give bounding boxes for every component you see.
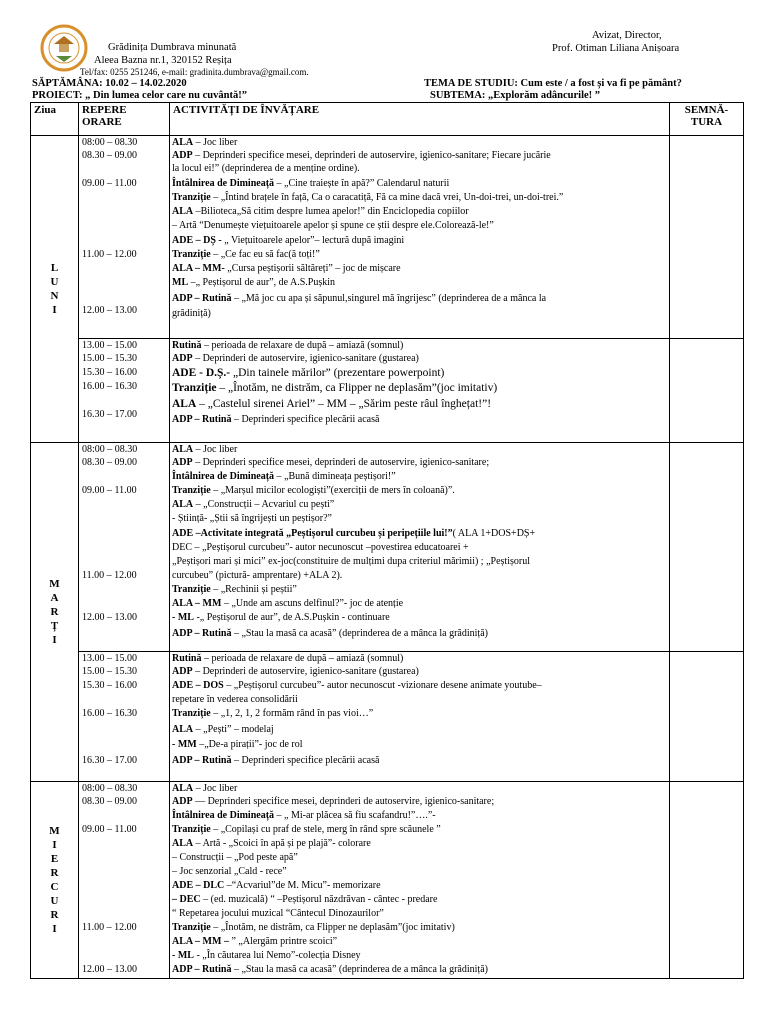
col-signature: SEMNĂ- TURA	[670, 103, 744, 136]
col-activities: ACTIVITĂȚI DE ÎNVĂȚARE	[170, 103, 670, 136]
table-row	[31, 136, 744, 339]
signature-cell	[670, 782, 744, 979]
col-day: Ziua	[31, 103, 79, 136]
times-cell: 08:00 – 08.30 08.30 – 09.00 09.00 – 11.00 11.00 – 12.00 12.00 – 13.00	[79, 782, 170, 979]
signature-cell	[670, 443, 744, 652]
activities-cell: ALA – Joc liber ADP –– Deprinderi specifice mesei, deprinderi de autoservire, igienico-sanitare; Întâlnirea de Dimineață – „ Mi-ar plăcea să fiu scafandru!”….”- Tranziție – „Copilași cu praf de stele, merg în rând spre scăunele ” ALA – Artă - „Scoici în apă și pe plajă”- colorare – Construcții – „Pod peste apă” – Joc senzorial „Cald - rece” ADE – DLC –“Acvariul”de M. Micu”- memorizare – DEC – (ed. muzicală) “ –Peștișorul năzdrăvan - cântec - predare “ Repetarea jocului muzical “Cântecul Dinozaurilor” Tranziție – „Înotăm, ne distrăm, ca Flipper ne deplasăm”(joc imitativ) ALA – MM – ” „Alergăm printre scoici” - ML - „În căutarea lui Nemo”-colecția Disney ADP – Rutină – „Stau la masă ca acasă” (deprinderea de a mânca la grădiniță)	[170, 782, 670, 979]
project-title: PROIECT: „ Din lumea celor care nu cuvântă!”	[32, 90, 247, 101]
times-cell: 13.00 – 15.00 15.00 – 15.30 15.30 – 16.00 16.00 – 16.30 16.30 – 17.00	[79, 339, 170, 443]
col-times: REPERE ORARE	[79, 103, 170, 136]
times-cell: 13.00 – 15.00 15.00 – 15.30 15.30 – 16.00 16.00 – 16.30 16.30 – 17.00	[79, 652, 170, 782]
signature-cell	[670, 652, 744, 782]
activities-cell: ALA – Joc liber ADP – Deprinderi specifice mesei, deprinderi de autoservire, igienico-sanitare; Fiecare jucărie la locul ei!” (deprinderea de a menține ordine). Întâlnirea de Dimineață – „Cine traiește în apă?” Calendarul naturii Tranziție – „Întind brațele în față, Ca o caracatiță, Fă ca mine dacă vrei, Un-doi-trei, un-doi-trei.” ALA –Biliotеca„Să citim despre lumea apelor!” din Enciclopedia copiilor – Artă “Denumește viețuitoarele apelor și spune ce știi despre ele.Colorează-le!” ADE – DȘ - „ Viețuitoarele apelor”– lectură după imagini Tranziție – „Ce fac eu să fac(ă toți!” ALA – MM- „Cursa peștișorii săltăreți” – joc de mișcare ML –„ Peștișorul de aur”, de A.S.Pușkin ADP – Rutină – „Mă joc cu apa și săpunul,singurel mă îngrijesc” (deprinderea de a mânca la grădiniță)	[170, 136, 670, 339]
table-row	[31, 782, 744, 979]
activities-cell: ALA – Joc liber ADP – Deprinderi specifice mesei, deprinderi de autoservire, igienico-sanitare; Întâlnirea de Dimineață – „Bună dimineața peștișori!” Tranziție – „Marșul micilor ecologiști”(exerciții de mers în coloană)”. ALA – „Construcții – Acvariul cu pești” - Știință- „Știi să îngrijești un peștișor?” ADE –Activitate integrată „Peștișorul curcubeu și peripețiile lui!”( ALA 1+DOS+DȘ+ DEC – „Peștișorul curcubeu”- autor necunoscut –povestirea educatoarei + „Peștișori mari și mici” ex-joc(constituire de mulțimi dupa criteriul mărimii) ; „Peștișorul curcubeu” (pictură- amprentare) +ALA 2). Tranziție – „Rechinii și peștii” ALA – MM – „Unde am ascuns delfinul?”- joc de atenție - ML -„ Peștișorul de aur”, de A.S.Pușkin - continuare ADP – Rutină – „Stau la masă ca acasă” (deprinderea de a mânca la grădiniță)	[170, 443, 670, 652]
table-row	[31, 443, 744, 652]
day-wednesday: M I E R C U R I	[31, 782, 79, 979]
director-name: Prof. Otiman Liliana Anișoara	[552, 43, 680, 54]
study-theme: TEMA DE STUDIU: Cum este / a fost și va fi pe pământ?	[424, 78, 682, 89]
kindergarten-contact: Tel/fax: 0255 251246, e-mail: gradinita.dumbrava@gmail.com.	[80, 67, 309, 77]
week-label: SĂPTĂMÂNA: 10.02 – 14.02.2020	[32, 78, 187, 89]
subtheme: SUBTEMA: „Explorăm adâncurile! ”	[430, 90, 601, 101]
times-cell: 08:00 – 08.30 08.30 – 09.00 09.00 – 11.00 11.00 – 12.00 12.00 – 13.00	[79, 443, 170, 652]
day-tuesday: M A R Ț I	[31, 443, 79, 782]
signature-cell	[670, 339, 744, 443]
kindergarten-name: Grădinița Dumbrava minunată	[108, 42, 237, 53]
table-header-row	[31, 103, 744, 136]
activities-cell: Rutină – perioada de relaxare de după – amiază (somnul) ADP – Deprinderi de autoservire, igienico-sanitare (gustarea) ADE – DOS – „Peștișorul curcubeu”- autor necunoscut -vizionare desene animate youtube– repetare în vederea consolidării Tranziție – „1, 2, 1, 2 formăm rând în pas vioi…” ALA – „Pești” – modelaj - MM –„De-a pirații”- joc de rol ADP – Rutină – Deprinderi specifice plecării acasă	[170, 652, 670, 782]
table-row	[31, 652, 744, 782]
signature-cell	[670, 136, 744, 339]
table-row	[31, 339, 744, 443]
weekly-schedule-table	[30, 102, 744, 979]
activities-cell: Rutină – perioada de relaxare de după – amiază (somnul) ADP – Deprinderi de autoservire, igienico-sanitare (gustarea) ADE - D.Ș.- „Din tainele mărilor” (prezentare powerpoint) Tranziție – „Înotăm, ne distrăm, ca Flipper ne deplasăm”(joc imitativ) ALA – „Castelul sirenei Ariel” – MM – „Sărim peste râul înghețat!”! ADP – Rutină – Deprinderi specifice plecării acasă	[170, 339, 670, 443]
kindergarten-logo	[40, 24, 88, 72]
times-cell: 08:00 – 08.30 08.30 – 09.00 09.00 – 11.00 11.00 – 12.00 12.00 – 13.00	[79, 136, 170, 339]
approval-label: Avizat, Director,	[592, 30, 662, 41]
day-monday: L U N I	[31, 136, 79, 443]
kindergarten-address: Aleea Bazna nr.1, 320152 Reșița	[94, 55, 232, 66]
